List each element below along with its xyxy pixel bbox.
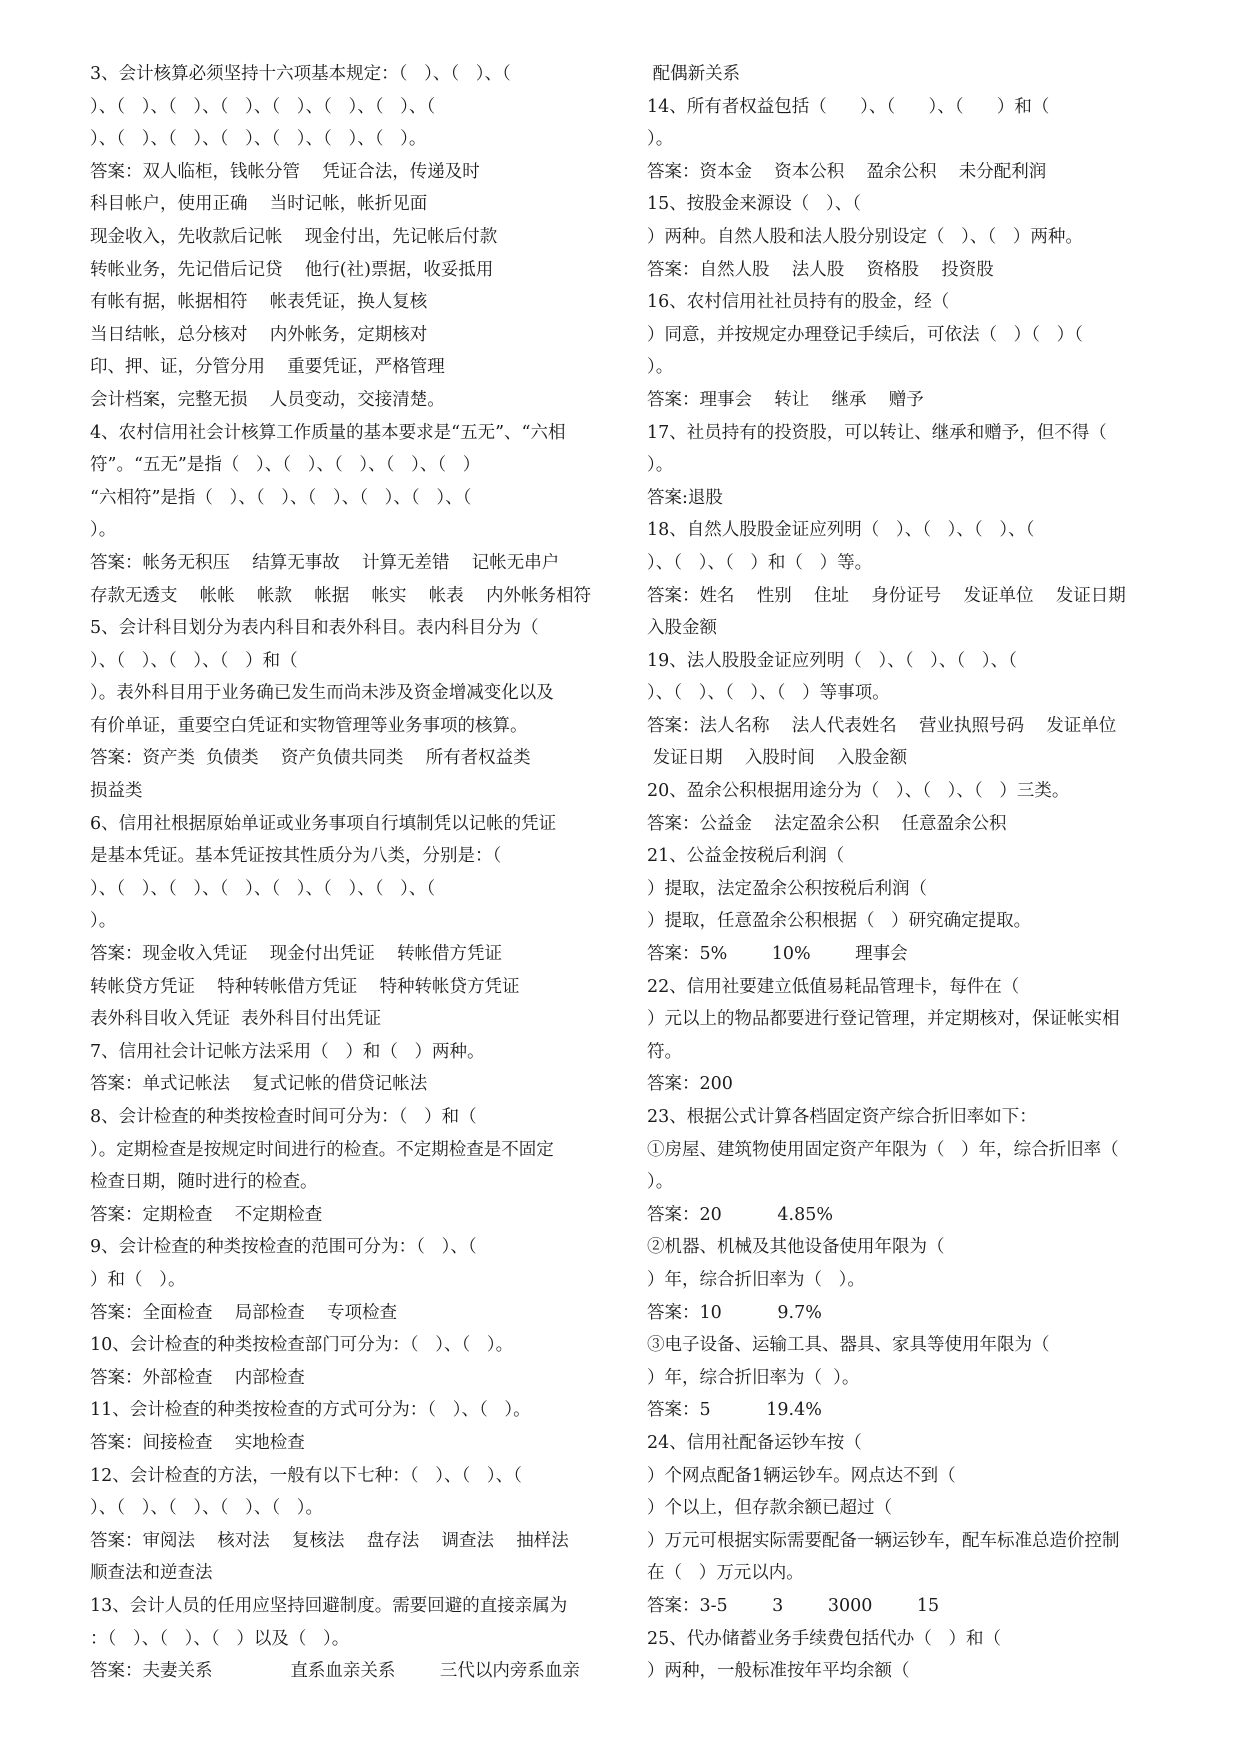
text-line: ）。 — [90, 911, 117, 932]
text-line: ）同意，并按规定办理登记手续后，可依法（ ）（ ）（ — [647, 324, 1083, 345]
text-line: 答案：全面检查 局部检查 专项检查 — [90, 1302, 398, 1323]
text-line: ：（ ）、（ ）、（ ）以及（ ）。 — [90, 1628, 350, 1649]
text-line: ）。 — [90, 520, 117, 541]
text-line: ）、（ ）、（ ）、（ ）、（ ）。 — [90, 1498, 324, 1519]
text-line: 答案：审阅法 核对法 复核法 盘存法 调查法 抽样法 — [90, 1530, 569, 1551]
text-line: 印、押、证，分管分用 重要凭证，严格管理 — [90, 357, 445, 378]
text-line: 答案：5 19.4% — [647, 1400, 822, 1421]
text-line: ）年，综合折旧率为（ ）。 — [647, 1269, 865, 1290]
text-line: 有帐有据，帐据相符 帐表凭证，换人复核 — [90, 292, 428, 313]
text-line: ）年，综合折旧率为（ ）。 — [647, 1367, 860, 1388]
text-line: 8、会计检查的种类按检查时间可分为：（ ）和（ — [90, 1107, 477, 1127]
text-line: ）、（ ）、（ ）、（ ）、（ ）、（ ）、（ ）。 — [90, 129, 427, 150]
text-line: ）个以上，但存款余额已超过（ — [647, 1498, 892, 1519]
text-line: 5、会计科目划分为表内科目和表外科目。表内科目分为（ — [90, 618, 539, 639]
text-line: 9、会计检查的种类按检查的范围可分为：（ ）、（ — [90, 1237, 477, 1258]
text-line: 答案：3-5 3 3000 15 — [647, 1595, 940, 1616]
text-line: 答案：帐务无积压 结算无事故 计算无差错 记帐无串户 — [90, 552, 560, 573]
text-line: 答案：定期检查 不定期检查 — [90, 1204, 323, 1225]
text-line: ）提取，任意盈余公积根据（ ）研究确定提取。 — [647, 911, 1032, 932]
text-line: 21、公益金按税后利润（ — [647, 846, 845, 867]
text-line: ）、（ ）、（ ）、（ ）和（ — [90, 650, 298, 671]
text-line: 答案：资本金 资本公积 盈余公积 未分配利润 — [647, 161, 1047, 182]
text-line: 14、所有者权益包括（ ）、（ ）、（ ）和（ — [647, 96, 1050, 117]
text-line: 24、信用社配备运钞车按（ — [647, 1432, 862, 1453]
text-line: 答案：200 — [647, 1074, 733, 1095]
text-line: ）个网点配备1辆运钞车。网点达不到（ — [647, 1465, 956, 1486]
text-line: 转帐贷方凭证 特种转帐借方凭证 特种转帐贷方凭证 — [90, 976, 520, 997]
text-line: 答案：单式记帐法 复式记帐的借贷记帐法 — [90, 1074, 428, 1095]
text-line: 7、信用社会计记帐方法采用（ ）和（ ）两种。 — [90, 1041, 485, 1062]
text-line: 检查日期，随时进行的检查。 — [90, 1172, 318, 1193]
text-line: ）。定期检查是按规定时间进行的检查。不定期检查是不固定 — [90, 1139, 554, 1160]
text-line: 符。 — [647, 1041, 682, 1062]
text-line: 答案：公益金 法定盈余公积 任意盈余公积 — [647, 813, 1007, 834]
text-line: 答案：10 9.7% — [647, 1302, 822, 1323]
text-line: 现金收入，先收款后记帐 现金付出，先记帐后付款 — [90, 226, 498, 247]
text-line: 4、农村信用社会计核算工作质量的基本要求是“五无”、“六相 — [90, 422, 566, 443]
text-line: ③电子设备、运输工具、器具、家具等使用年限为（ — [647, 1335, 1050, 1356]
text-line: “六相符”是指（ ）、（ ）、（ ）、（ ）、（ ）、（ — [90, 487, 472, 508]
text-line: 存款无透支 帐帐 帐款 帐据 帐实 帐表 内外帐务相符 — [90, 585, 592, 606]
text-line: 25、代办储蓄业务手续费包括代办（ ）和（ — [647, 1628, 1001, 1649]
text-line: ）。 — [647, 129, 674, 150]
text-line: 20、盈余公积根据用途分为（ ）、（ ）、（ ）三类。 — [647, 781, 1070, 802]
text-line: 答案：间接检查 实地检查 — [90, 1432, 305, 1453]
text-line: 答案：现金收入凭证 现金付出凭证 转帐借方凭证 — [90, 944, 503, 965]
text-line: ）、（ ）、（ ）和（ ）等。 — [647, 552, 873, 573]
text-line: ）和（ ）。 — [90, 1269, 186, 1290]
text-line: ①房屋、建筑物使用固定资产年限为（ ）年，综合折旧率（ — [647, 1139, 1119, 1160]
text-line: ）。 — [647, 1172, 674, 1193]
text-line: 10、会计检查的种类按检查部门可分为：（ ）、（ ）。 — [90, 1335, 514, 1356]
text-line: 答案：自然人股 法人股 资格股 投资股 — [647, 259, 994, 280]
text-line: 23、根据公式计算各档固定资产综合折旧率如下： — [647, 1107, 1037, 1127]
text-line: ）两种。自然人股和法人股分别设定（ ）、（ ）两种。 — [647, 226, 1083, 247]
text-line: ）、（ ）、（ ）、（ ）、（ ）、（ ）、（ ）、（ — [90, 878, 436, 899]
text-line: 转帐业务，先记借后记贷 他行(社)票据，收妥抵用 — [90, 259, 494, 280]
text-line: 当日结帐，总分核对 内外帐务，定期核对 — [90, 324, 428, 345]
text-line: 16、农村信用社社员持有的股金，经（ — [647, 292, 950, 313]
text-line: 3、会计核算必须坚持十六项基本规定：（ ）、（ ）、（ — [90, 64, 511, 84]
text-line: ）万元可根据实际需要配备一辆运钞车，配车标准总造价控制 — [647, 1530, 1120, 1551]
text-line: 会计档案，完整无损 人员变动，交接清楚。 — [90, 389, 445, 410]
text-line: 科目帐户，使用正确 当时记帐，帐折见面 — [90, 194, 428, 215]
text-line: 损益类 — [90, 781, 143, 802]
text-line: 有价单证，重要空白凭证和实物管理等业务事项的核算。 — [90, 715, 528, 736]
text-line: 22、信用社要建立低值易耗品管理卡，每件在（ — [647, 976, 1020, 997]
right-column — [647, 58, 1167, 1688]
text-line: 12、会计检查的方法，一般有以下七种：（ ）、（ ）、（ — [90, 1465, 522, 1486]
text-line: ）提取，法定盈余公积按税后利润（ — [647, 878, 927, 899]
text-line: ）。表外科目用于业务确已发生而尚未涉及资金增减变化以及 — [90, 683, 554, 704]
text-line: 配偶新关系 — [647, 64, 741, 84]
left-column — [90, 58, 610, 1688]
text-line: 在（ ）万元以内。 — [647, 1563, 804, 1584]
text-line: ）元以上的物品都要进行登记管理，并定期核对，保证帐实相 — [647, 1009, 1120, 1030]
text-line: ）、（ ）、（ ）、（ ）等事项。 — [647, 683, 890, 704]
text-line: 符”。“五无”是指（ ）、（ ）、（ ）、（ ）、（ ） — [90, 455, 481, 476]
text-line: 答案：姓名 性别 住址 身份证号 发证单位 发证日期 — [647, 585, 1126, 606]
text-line: ）两种，一般标准按年平均余额（ — [647, 1661, 910, 1682]
text-line: 答案：双人临柜，钱帐分管 凭证合法，传递及时 — [90, 161, 480, 182]
text-line: 答案:退股 — [647, 487, 723, 508]
text-line: ）。 — [647, 357, 674, 378]
text-line: 11、会计检查的种类按检查的方式可分为：（ ）、（ ）。 — [90, 1400, 531, 1421]
text-line: ）、（ ）、（ ）、（ ）、（ ）、（ ）、（ ）、（ — [90, 96, 436, 117]
text-line: 顺查法和逆查法 — [90, 1563, 213, 1584]
text-line: 答案：法人名称 法人代表姓名 营业执照号码 发证单位 — [647, 715, 1117, 736]
text-line: ②机器、机械及其他设备使用年限为（ — [647, 1237, 945, 1258]
text-line: 答案：资产类 负债类 资产负债共同类 所有者权益类 — [90, 748, 531, 769]
text-line: 15、按股金来源设（ ）、（ — [647, 194, 861, 215]
text-line: 18、自然人股股金证应列明（ ）、（ ）、（ ）、（ — [647, 520, 1035, 541]
text-line: 13、会计人员的任用应坚持回避制度。需要回避的直接亲属为 — [90, 1595, 568, 1616]
text-line: 17、社员持有的投资股，可以转让、继承和赠予，但不得（ — [647, 422, 1107, 443]
text-line: 答案：20 4.85% — [647, 1204, 833, 1225]
text-line: ）。 — [647, 455, 674, 476]
text-line: 答案：外部检查 内部检查 — [90, 1367, 305, 1388]
text-line: 答案：理事会 转让 继承 赠予 — [647, 389, 924, 410]
text-line: 答案：夫妻关系 直系血亲关系 三代以内旁系血亲 — [90, 1661, 580, 1682]
text-line: 发证日期 入股时间 入股金额 — [647, 748, 908, 769]
text-line: 答案：5% 10% 理事会 — [647, 944, 908, 965]
text-line: 表外科目收入凭证 表外科目付出凭证 — [90, 1009, 382, 1030]
text-line: 6、信用社根据原始单证或业务事项自行填制凭以记帐的凭证 — [90, 813, 557, 834]
text-line: 19、法人股股金证应列明（ ）、（ ）、（ ）、（ — [647, 650, 1017, 671]
text-line: 是基本凭证。基本凭证按其性质分为八类，分别是：（ — [90, 846, 502, 867]
text-line: 入股金额 — [647, 618, 717, 639]
